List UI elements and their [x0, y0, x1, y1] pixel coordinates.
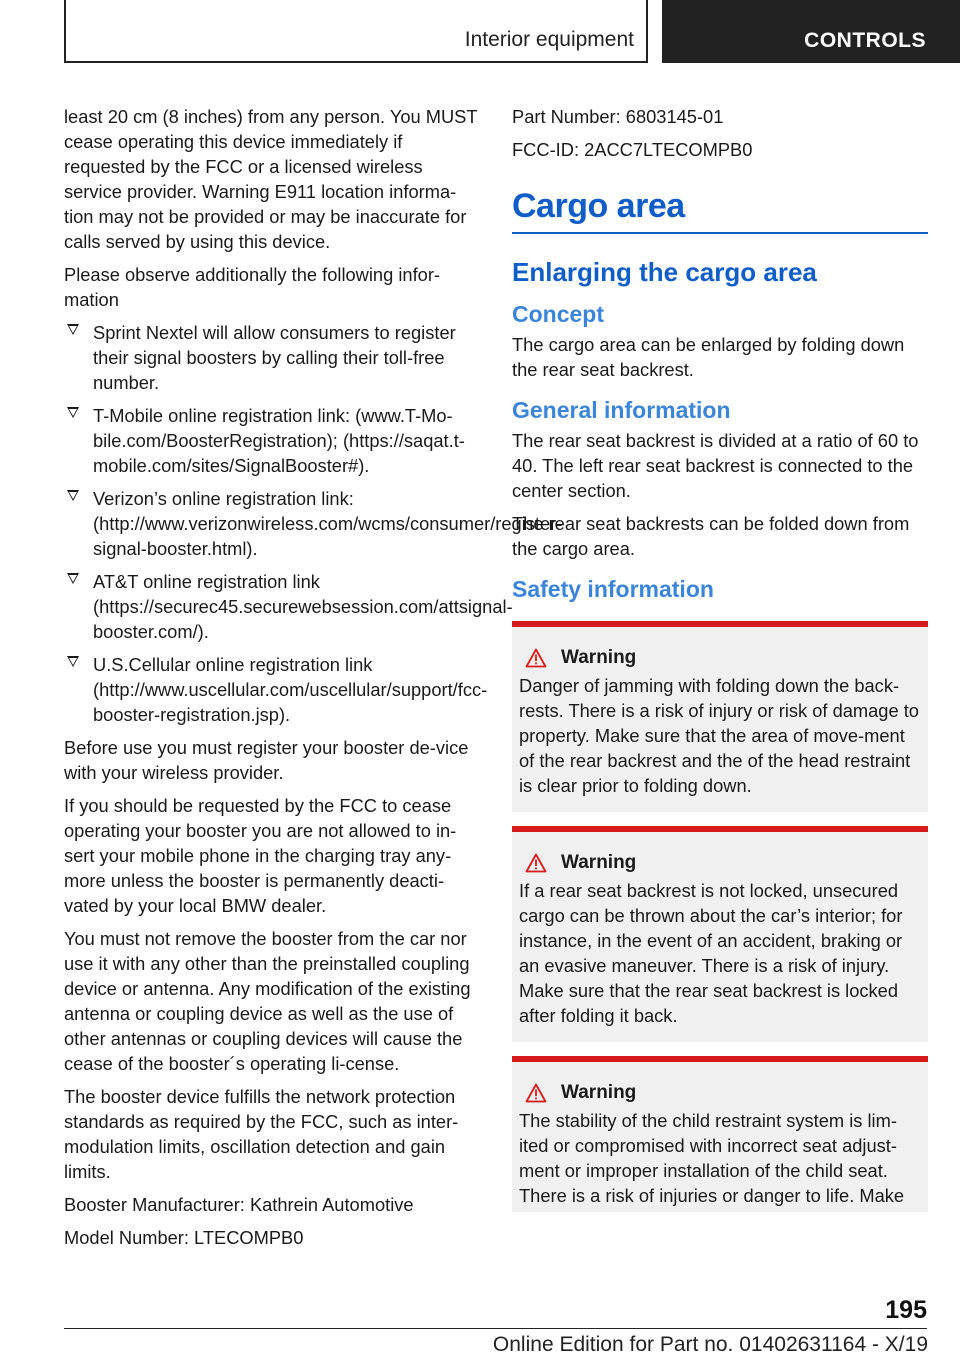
- fcc-id: FCC-ID: 2ACC7LTECOMPB0: [512, 139, 753, 160]
- list-item-text: AT&T online registration link (https://securec45.securewebsession.com/attsignal-booster.com/).: [93, 571, 513, 642]
- right-column: [512, 104, 928, 1226]
- general-information-heading: General information: [512, 397, 731, 423]
- list-item: [64, 320, 480, 395]
- bullet-triangle-icon: [67, 656, 79, 667]
- list-item-text: U.S.Cellular online registration link (http://www.uscellular.com/uscellular/support/fcc-booster-registration.jsp).: [93, 654, 488, 725]
- list-item-text: T-Mobile online registration link: (www.T-Mo-bile.com/BoosterRegistration); (https://saqat.t-mobile.com/sites/SignalBooster#).: [93, 405, 465, 476]
- warning-box: [512, 621, 928, 812]
- paragraph: Model Number: LTECOMPB0: [64, 1227, 304, 1248]
- list-item: [64, 403, 480, 478]
- warning-box: [512, 826, 928, 1042]
- list-item: [64, 569, 513, 644]
- paragraph: The rear seat backrest is divided at a ratio of 60 to 40. The left rear seat backrest is connected to the center section.: [512, 430, 919, 501]
- warning-text: If a rear seat backrest is not locked, unsecured cargo can be thrown about the car’s interior; for instance, in the event of an accident, braking or an evasive maneuver. There is a risk of injury. Make sure that the rear seat backrest is locked after folding it back.: [519, 880, 903, 1026]
- header-section-title: Interior equipment: [464, 28, 634, 51]
- paragraph: Please observe additionally the following infor-mation: [64, 264, 440, 310]
- paragraph: Before use you must register your booster de-vice with your wireless provider.: [64, 737, 469, 783]
- paragraph: You must not remove the booster from the car nor use it with any other than the preinstalled coupling device or antenna. Any modification of the existing antenna or coupling device as well as the use of other antennas or coupling devices will cause the cease of the booster´s operating li-cense.: [64, 928, 471, 1074]
- warning-triangle-icon: [525, 1083, 547, 1103]
- warning-text: Danger of jamming with folding down the back-rests. There is a risk of injury or risk of damage to property. Make sure that the area of move-ment of the rear backrest and the of the head restraint is clear prior to folding down.: [519, 675, 919, 796]
- paragraph: The booster device fulfills the network protection standards as required by the FCC, such as inter-modulation limits, oscillation detection and gain limits.: [64, 1086, 459, 1182]
- safety-information-heading: Safety information: [512, 576, 714, 602]
- list-item: [64, 652, 488, 727]
- page-header: [0, 0, 960, 66]
- part-number: Part Number: 6803145-01: [512, 106, 724, 127]
- warning-title: Warning: [561, 1082, 637, 1103]
- bullet-triangle-icon: [67, 490, 79, 501]
- bullet-triangle-icon: [67, 324, 79, 335]
- list-item: [64, 486, 563, 561]
- warning-title: Warning: [561, 852, 637, 873]
- concept-heading: Concept: [512, 301, 604, 327]
- list-item-text: Sprint Nextel will allow consumers to register their signal boosters by calling their toll-free number.: [93, 322, 456, 393]
- paragraph: least 20 cm (8 inches) from any person. You MUST cease operating this device immediately if requested by the FCC or a licensed wireless service provider. Warning E911 location informa-tion may not be provided or may be inaccurate for calls served by using this device.: [64, 106, 478, 252]
- footer-edition-text: Online Edition for Part no. 01402631164 - X/19: [492, 1333, 928, 1356]
- bullet-triangle-icon: [67, 573, 79, 584]
- paragraph: If you should be requested by the FCC to cease operating your booster you are not allowed to in-sert your mobile phone in the charging tray any-more unless the booster is permanently deacti-vated by your local BMW dealer.: [64, 795, 457, 916]
- warning-triangle-icon: [525, 853, 547, 873]
- list-item-text: Verizon’s online registration link: (http://www.verizonwireless.com/wcms/consumer/register-signal-booster.html).: [93, 488, 563, 559]
- warning-title: Warning: [561, 647, 637, 668]
- section-heading: Enlarging the cargo area: [512, 257, 817, 287]
- warning-triangle-icon: [525, 648, 547, 668]
- paragraph: The cargo area can be enlarged by folding down the rear seat backrest.: [512, 334, 905, 380]
- bullet-triangle-icon: [67, 407, 79, 418]
- footer-divider: [64, 1328, 927, 1329]
- page-number: 195: [885, 1296, 927, 1324]
- chapter-heading: Cargo area: [512, 184, 928, 234]
- paragraph: The rear seat backrests can be folded down from the cargo area.: [512, 513, 910, 559]
- warning-text: The stability of the child restraint system is lim-ited or compromised with incorrect seat adjust-ment or improper installation of the child seat. There is a risk of injuries or danger to life. Make: [519, 1110, 905, 1206]
- header-section-box: [64, 0, 648, 63]
- warning-box: [512, 1056, 928, 1212]
- paragraph: Booster Manufacturer: Kathrein Automotive: [64, 1194, 414, 1215]
- header-chapter-title: CONTROLS: [804, 29, 926, 52]
- header-chapter-box: [662, 0, 960, 63]
